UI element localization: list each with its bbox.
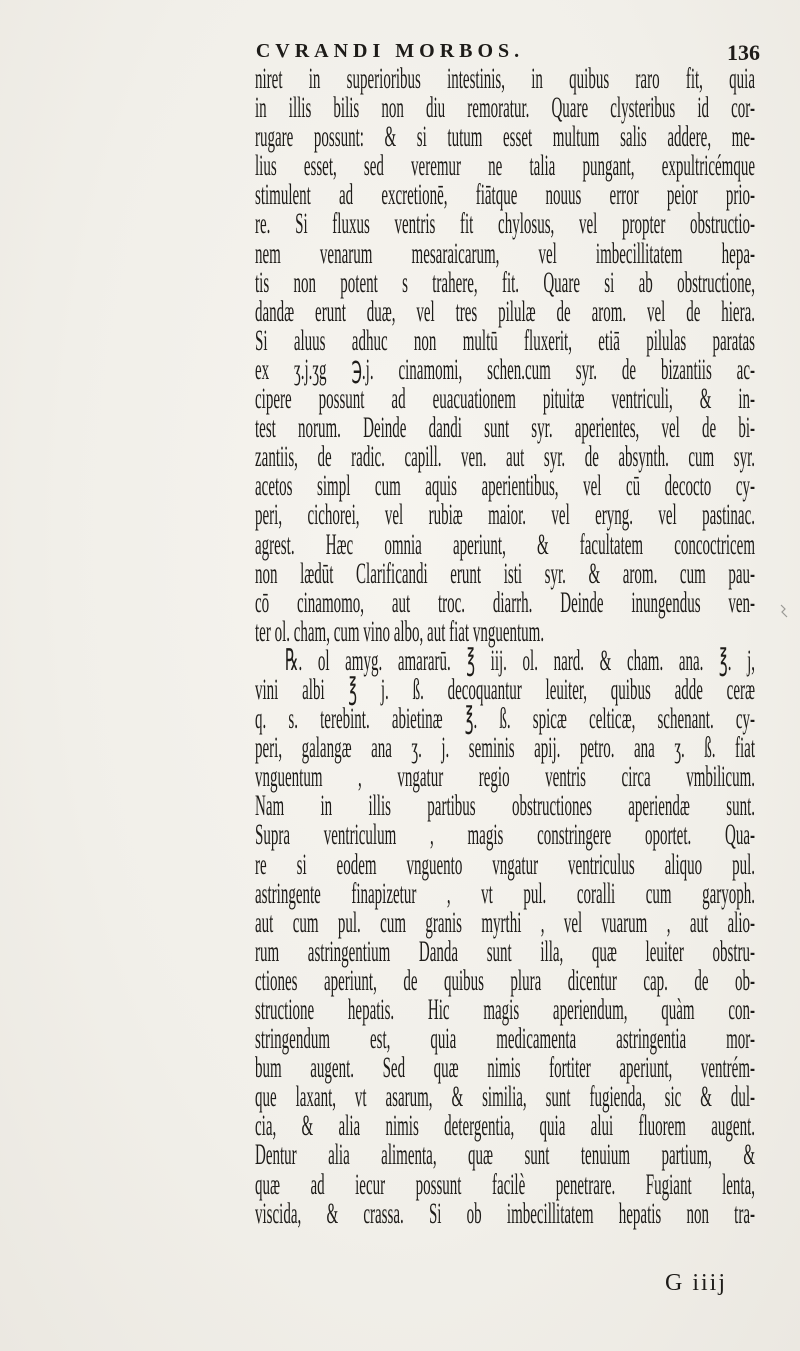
text-line: niret in superioribus intestinis, in quibus raro fit, quia: [255, 62, 755, 95]
text-line: bum augent. Sed quæ nimis fortiter aperiunt, ventrém-: [255, 1051, 755, 1085]
text-line: rum astringentium Danda sunt illa, quæ leuiter obstru-: [255, 934, 755, 968]
text-line: que laxant, vt asarum, & similia, sunt fugienda, sic & dul-: [255, 1080, 755, 1114]
text-line: Supra ventriculum , magis constringere oportet. Qua-: [255, 818, 755, 852]
text-line: non lædūt Clarificandi erunt isti syr. & arom. cum pau-: [255, 556, 755, 590]
text-line: stimulent ad excretionē, fiātque nouus error peior prio-: [255, 178, 755, 212]
text-line: dandæ erunt duæ, vel tres pilulæ de arom. vel de hiera.: [255, 294, 755, 328]
text-line: in illis bilis non diu remoratur. Quare clysteribus id cor-: [255, 91, 755, 125]
text-line: Nam in illis partibus obstructiones aperiendæ sunt.: [255, 789, 755, 823]
text-line: aut cum pul. cum granis myrthi , vel vuarum , aut alio-: [255, 905, 755, 939]
text-line: ctiones aperiunt, de quibus plura dicentur cap. de ob-: [255, 963, 755, 997]
text-line: Dentur alia alimenta, quæ sunt tenuium partium, &: [255, 1138, 755, 1172]
text-line: cō cinamomo, aut troc. diarrh. Deinde inungendus ven-: [255, 585, 755, 619]
text-line: cipere possunt ad euacuationem pituitæ ventriculi, & in-: [255, 382, 755, 416]
text-line: Si aluus adhuc non multū fluxerit, etiā pilulas paratas: [255, 323, 755, 357]
text-line: ter ol. cham, cum vino albo, aut fiat vnguentum.: [255, 614, 545, 648]
running-title: CVRANDI MORBOS.: [255, 40, 525, 62]
text-line: vnguentum , vngatur regio ventris circa vmbilicum.: [255, 760, 755, 794]
text-line: nem venarum mesaraicarum, vel imbecillitatem hepa-: [255, 236, 755, 270]
text-line: structione hepatis. Hic magis aperiendum, quàm con-: [255, 993, 755, 1026]
text-line: zantiis, de radic. capill. ven. aut syr. de absynth. cum syr.: [255, 440, 755, 474]
text-line: peri, galangæ ana ʒ. j. seminis apij. petro. ana ʒ. ß. fiat: [255, 731, 755, 765]
text-line: q. s. terebint. abietinæ ℥. ß. spicæ celticæ, schenant. cy-: [255, 702, 755, 736]
text-line: viscida, & crassa. Si ob imbecillitatem hepatis non tra-: [255, 1196, 755, 1230]
text-line: rugare possunt: & si tutum esset multum salis addere, me-: [255, 120, 755, 154]
text-line: astringente finapizetur , vt pul. coralli cum garyoph.: [255, 876, 755, 910]
text-line: acetos simpl cum aquis aperientibus, vel cū decocto cy-: [255, 469, 755, 503]
signature-mark: G iiij: [665, 1270, 728, 1296]
text-line: quæ ad iecur possunt facilè penetrare. Fugiant lenta,: [255, 1167, 755, 1201]
text-line: lius esset, sed veremur ne talia pungant, expultricémque: [255, 149, 755, 183]
text-line: re si eodem vnguento vngatur ventriculus aliquo pul.: [255, 847, 755, 881]
text-line: stringendum est, quia medicamenta astringentia mor-: [255, 1022, 755, 1056]
text-line: ex ʒ.j.ʒg ℈.j. cinamomi, schen.cum syr. de bizantiis ac-: [255, 352, 755, 386]
text-line: cia, & alia nimis detergentia, quia alui fluorem augent.: [255, 1109, 755, 1143]
text-line: vini albi ℥ j. ß. decoquantur leuiter, quibus adde ceræ: [255, 672, 755, 706]
body-text: [255, 64, 755, 1228]
text-line: ℞. ol amyg. amararū. ℥ iij. ol. nard. & cham. ana. ℥. j,: [285, 643, 755, 677]
ink-mark: [778, 604, 790, 618]
text-line: peri, cichorei, vel rubiæ maior. vel eryng. vel pastinac.: [255, 498, 755, 532]
text-line: agrest. Hæc omnia aperiunt, & facultatem concoctricem: [255, 527, 755, 561]
page-number: 136: [727, 40, 760, 65]
text-line: tis non potent s trahere, fit. Quare si ab obstructione,: [255, 265, 755, 299]
text-line: re. Si fluxus ventris fit chylosus, vel propter obstructio-: [255, 207, 755, 241]
text-line: test norum. Deinde dandi sunt syr. aperientes, vel de bi-: [255, 411, 755, 445]
